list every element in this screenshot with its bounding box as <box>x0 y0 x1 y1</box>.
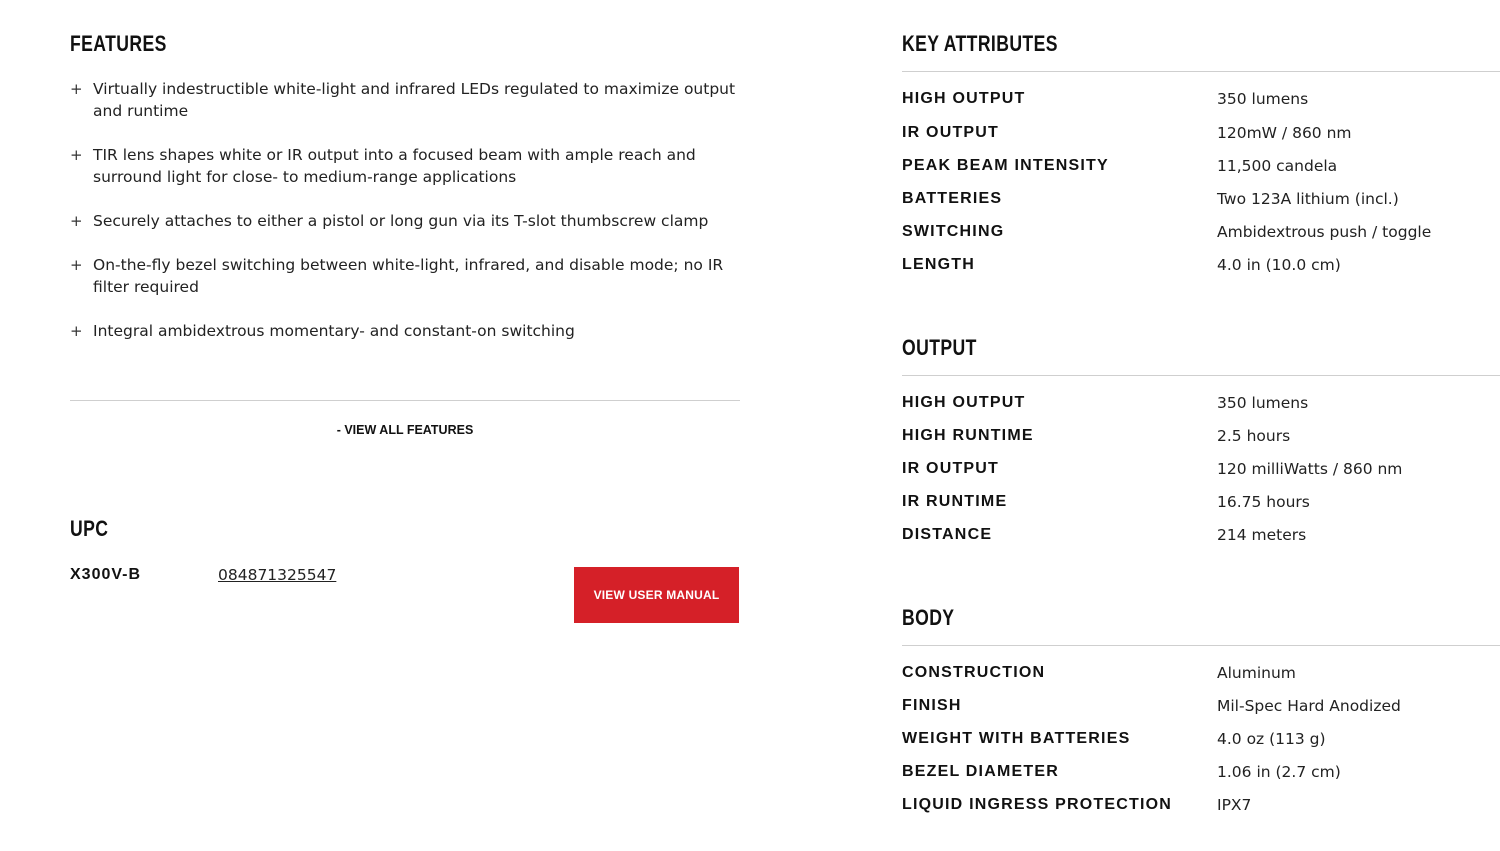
spec-row <box>902 526 1500 548</box>
spec-value: 120mW / 860 nm <box>1217 124 1352 142</box>
spec-row <box>902 157 1500 179</box>
spec-row <box>902 730 1500 752</box>
feature-text: TIR lens shapes white or IR output into a focused beam with ample reach and surround light for close- to medium-range applications <box>93 146 696 186</box>
key-attributes-heading: KEY ATTRIBUTES <box>902 31 1058 56</box>
spec-row <box>902 90 1500 112</box>
spec-label: BEZEL DIAMETER <box>902 763 1059 780</box>
features-list <box>70 78 740 364</box>
key-attributes-divider <box>902 71 1500 72</box>
features-heading: FEATURES <box>70 31 167 56</box>
spec-label: LENGTH <box>902 256 975 273</box>
spec-label: FINISH <box>902 697 962 714</box>
spec-label: IR OUTPUT <box>902 460 1000 477</box>
spec-label: IR RUNTIME <box>902 493 1008 510</box>
upc-code-link[interactable]: 084871325547 <box>218 566 337 584</box>
plus-icon: + <box>70 212 83 230</box>
spec-label: CONSTRUCTION <box>902 664 1046 681</box>
spec-label: LIQUID INGRESS PROTECTION <box>902 796 1173 813</box>
spec-value: 16.75 hours <box>1217 493 1310 511</box>
feature-text: On-the-fly bezel switching between white-light, infrared, and disable mode; no IR filter required <box>93 256 724 296</box>
plus-icon: + <box>70 80 83 98</box>
spec-value: 120 milliWatts / 860 nm <box>1217 460 1403 478</box>
spec-value: 4.0 in (10.0 cm) <box>1217 256 1341 274</box>
spec-row <box>902 190 1500 212</box>
plus-icon: + <box>70 256 83 274</box>
spec-value: Two 123A lithium (incl.) <box>1217 190 1399 208</box>
upc-row <box>70 566 740 624</box>
feature-item <box>70 78 740 122</box>
spec-row <box>902 427 1500 449</box>
spec-row <box>902 124 1500 146</box>
spec-value: 350 lumens <box>1217 394 1309 412</box>
spec-row <box>902 223 1500 245</box>
feature-item <box>70 320 740 342</box>
spec-value: 350 lumens <box>1217 90 1309 108</box>
spec-row <box>902 763 1500 785</box>
spec-row <box>902 256 1500 278</box>
spec-value: Aluminum <box>1217 664 1296 682</box>
spec-row <box>902 697 1500 719</box>
spec-label: BATTERIES <box>902 190 1003 207</box>
spec-value: 2.5 hours <box>1217 427 1291 445</box>
plus-icon: + <box>70 146 83 164</box>
feature-text: Securely attaches to either a pistol or long gun via its T-slot thumbscrew clamp <box>93 212 709 230</box>
upc-heading: UPC <box>70 516 109 541</box>
feature-text: Virtually indestructible white-light and infrared LEDs regulated to maximize output and runtime <box>93 80 736 120</box>
spec-label: SWITCHING <box>902 223 1005 240</box>
feature-item <box>70 210 740 232</box>
view-all-features-link[interactable]: - VIEW ALL FEATURES <box>336 423 474 437</box>
spec-row <box>902 493 1500 515</box>
spec-value: Mil-Spec Hard Anodized <box>1217 697 1401 715</box>
spec-value: 11,500 candela <box>1217 157 1338 175</box>
plus-icon: + <box>70 322 83 340</box>
spec-row <box>902 394 1500 416</box>
output-heading: OUTPUT <box>902 335 977 360</box>
feature-item <box>70 254 740 298</box>
spec-label: HIGH RUNTIME <box>902 427 1034 444</box>
spec-label: HIGH OUTPUT <box>902 90 1026 107</box>
upc-model: X300V-B <box>70 566 142 583</box>
spec-value: 214 meters <box>1217 526 1307 544</box>
spec-value: Ambidextrous push / toggle <box>1217 223 1432 241</box>
spec-value: 4.0 oz (113 g) <box>1217 730 1326 748</box>
spec-label: PEAK BEAM INTENSITY <box>902 157 1109 174</box>
spec-label: IR OUTPUT <box>902 124 1000 141</box>
spec-label: WEIGHT WITH BATTERIES <box>902 730 1131 747</box>
spec-value: 1.06 in (2.7 cm) <box>1217 763 1341 781</box>
view-user-manual-button[interactable]: VIEW USER MANUAL <box>574 567 739 623</box>
body-divider <box>902 645 1500 646</box>
feature-item <box>70 144 740 188</box>
features-divider <box>70 400 740 401</box>
spec-label: HIGH OUTPUT <box>902 394 1026 411</box>
body-heading: BODY <box>902 605 955 630</box>
spec-label: DISTANCE <box>902 526 993 543</box>
output-divider <box>902 375 1500 376</box>
spec-row <box>902 664 1500 686</box>
spec-row <box>902 460 1500 482</box>
spec-value: IPX7 <box>1217 796 1252 814</box>
spec-row <box>902 796 1500 818</box>
feature-text: Integral ambidextrous momentary- and constant-on switching <box>93 322 575 340</box>
